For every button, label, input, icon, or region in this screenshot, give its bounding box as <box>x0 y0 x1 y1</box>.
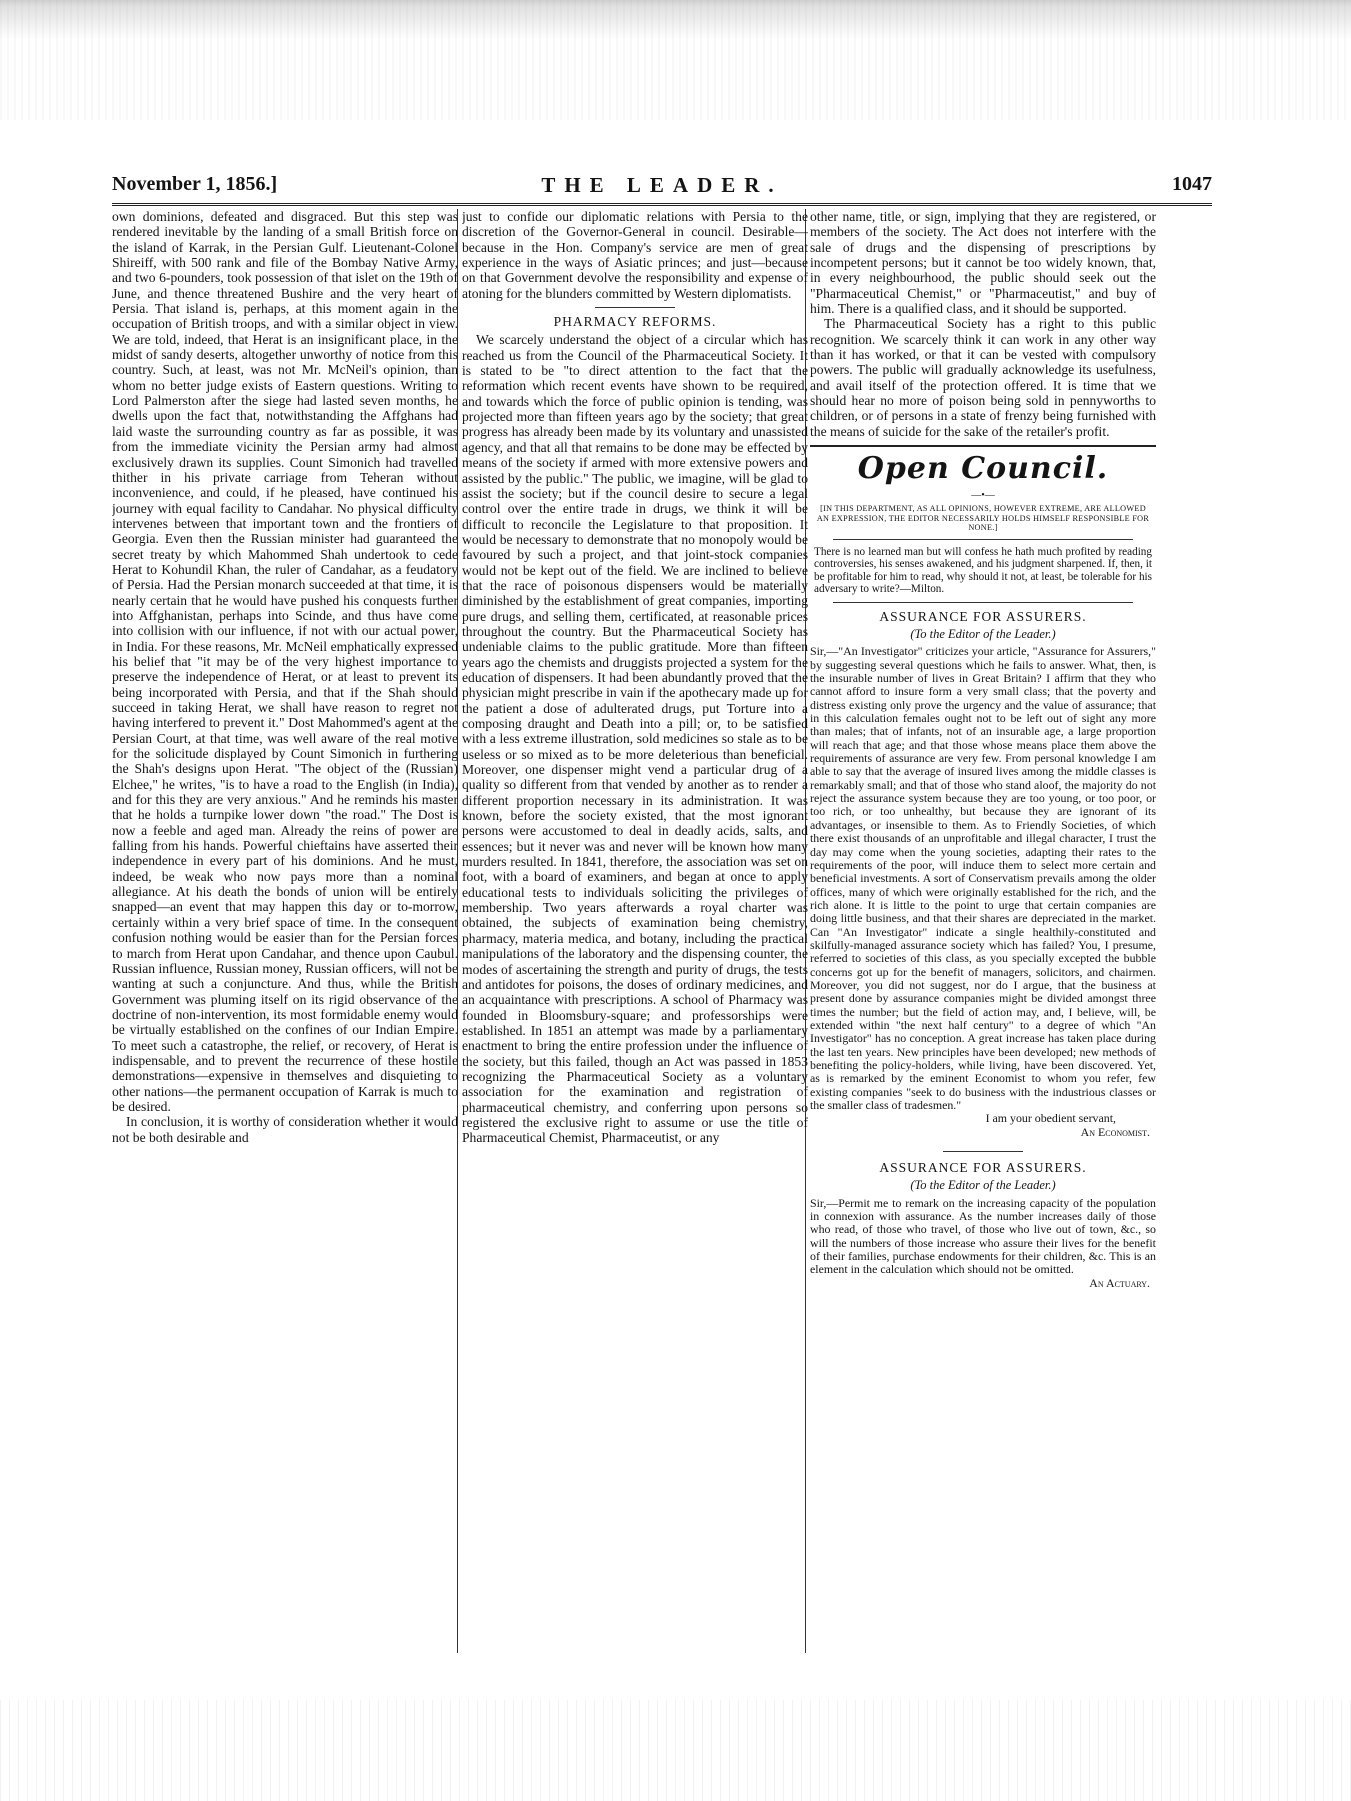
letter-subtitle: (To the Editor of the Leader.) <box>910 627 1056 641</box>
letter-body: Sir,—Permit me to remark on the increasing capacity of the population in connexion with assurance. As the number increases daily of those who read, of those who travel, of those who live out of town, &c., so will the numbers of those increase who assure their lives for the benefit of their families, purchase endowments for their children, &c. This is an element in the calculation which should not be omitted. <box>810 1195 1156 1277</box>
letter-body: Sir,—"An Investigator" criticizes your article, "Assurance for Assurers," by suggesting several questions which he fails to answer. What, then, is the insurable number of lives in Great Britain? I affirm that they who cannot afford to insure form a very small class; that the poverty and distress existing only prove the urgency and the value of assurance; that in this calculation females ought not to be left out of sight any more than males; that of infants, not of an insurable age, a large proportion will reach that age; and that those whose means place them above the requirements of assurance are very few. From personal knowledge I am able to say that the average of insured lives among the middle classes is remarkably small; and that of those who stand aloof, the majority do not reject the assurance system because they are too young, or too poor, or too rich, or too unhealthy, but because they are ignorant of its advantages, or insensible to them. As to Friendly Societies, of which there exist thousands of an unprofitable and illegal character, I trust the day may come when the young societies, adapting their rates to the requirements of the poor, will induce them to select more certain and beneficial investments. A sort of Conservatism prevails among the older offices, many of which were originally established for the rich, and the rich alone. It is little to the point to urge that certain companies are doing little business, and that their shares are depreciated in the market. Can "An Investigator" indicate a single healthily-constituted and skilfully-managed assurance society which has failed? You, I presume, referred to societies of this class, as you specially excepted the bubble concerns got up for the benefit of managers, solicitors, and chairmen. Moreover, you did not suggest, nor do I argue, that the business at present done by assurance companies might be divided amongst three times the number; but the field of action may, and, I believe, will, be extended within "the next half century" to a degree of which "An Investigator" has no conception. A great increase has taken place during the last ten years. New principles have been developed; new methods of benefiting the policy-holders, while living, have been discovered. Yet, as is remarked by the eminent Economist to whom you refer, few existing companies "seek to do business with the industrious classes or the smaller class of tradesmen." <box>810 644 1156 1113</box>
letter-subtitle: (To the Editor of the Leader.) <box>910 1178 1056 1193</box>
paragraph: The Pharmaceutical Society has a right to this public recognition. We scarcely think it can work in any other way than it has worked, or that it can be vested with compulsory powers. The public will gradually acknowledge its usefulness, and avail itself of the protection offered. It is time that we should hear no more of poison being sold in pennyworths to children, or of persons in a state of frenzy being furnished with the means of suicide for the sake of the retailer's profit. <box>810 316 1156 439</box>
header-title: THE LEADER. <box>541 173 783 197</box>
paragraph: just to confide our diplomatic relations with Persia to the discretion of the Governor-General in council. Desirable—because in the Hon. Company's service are men of great experience in the ways of Asiatic princes; and just—because on that Government devolve the responsibility and expense of atoning for the blunders committed by Western diplomatists. <box>462 209 808 301</box>
section-divider <box>810 445 1156 447</box>
milton-quote: There is no learned man but will confess he hath much profited by reading controversies, his senses awakened, and his judgment sharpened. If, then, it be profitable for him to read, why should it not, at least, be tolerable for his adversary to write?—Milton. <box>814 545 1152 596</box>
paragraph: other name, title, or sign, implying that they are registered, or members of the society. The Act does not interfere with the sale of drugs and the dispensing of prescriptions by incompetent persons; but it cannot be too widely known, that, in every neighbourhood, the public should seek out the "Pharmaceutical Chemist," or "Pharmaceutist," and buy of him. There is a qualified class, and it should be supported. <box>810 209 1156 317</box>
section-divider <box>833 602 1133 603</box>
letter-title: ASSURANCE FOR ASSURERS. <box>879 608 1087 624</box>
column-2 <box>462 209 808 1653</box>
paragraph: In conclusion, it is worthy of consideration whether it would not be both desirable and <box>112 1114 458 1145</box>
letter-title: ASSURANCE FOR ASSURERS. <box>879 1160 1087 1176</box>
section-divider <box>833 539 1133 540</box>
section-title: PHARMACY REFORMS. <box>553 314 717 330</box>
letter-signature: An Economist. <box>1080 1124 1150 1139</box>
editor-disclaimer: [IN THIS DEPARTMENT, AS ALL OPINIONS, HOWEVER EXTREME, ARE ALLOWED AN EXPRESSION, THE EDITOR NECESSARILY HOLDS HIMSELF RESPONSIBLE FOR NONE.] <box>816 504 1150 533</box>
section-divider <box>943 1151 1023 1152</box>
letter-closing: I am your obedient servant, <box>985 1111 1116 1126</box>
scan-top-edge <box>0 0 1351 120</box>
letter-signature: An Actuary. <box>1089 1275 1150 1290</box>
open-council-title: Open Council. <box>857 451 1109 487</box>
scan-bottom-edge <box>0 1700 1351 1801</box>
page-header <box>112 173 1212 203</box>
paragraph: own dominions, defeated and disgraced. But this step was rendered inevitable by the landing of a small British force on the island of Karrak, in the Persian Gulf. Lieutenant-Colonel Shireiff, with 500 rank and file of the Bombay Native Army, and two 6-pounders, took possession of that islet on the 19th of June, and thence threatened Bushire and the very heart of Persia. That island is, perhaps, at this moment again in the occupation of British troops, and with a similar object in view. We are told, indeed, that Herat is an insignificant place, in the midst of sandy deserts, altogether unworthy of notice from this country. Such, at least, was not Mr. McNeil's opinion, than whom no better judge exists of Eastern questions. Writing to Lord Palmerston after the siege had lasted seven months, he dwells upon the fact that, notwithstanding the Affghans had laid waste the surrounding country as far as possible, it was from the immediate vicinity the Persian army had almost exclusively drawn its supplies. Count Simonich had travelled thither in his private carriage from Teheran without inconvenience, and could, if he pleased, have continued his journey with equal facility to Candahar. No physical difficulty intervenes between that important town and the frontiers of Georgia. Even then the Russian minister had guaranteed the secret treaty by which Mahommed Shah undertook to cede Herat to Kohundil Khan, the ruler of Candahar, as a feudatory of Persia. Had the Persian monarch succeeded at that time, it is nearly certain that he would have pushed his conquests further into Affghanistan, perhaps into Scinde, and thus have come into collision with our influence, if not with our actual power, in India. For these reasons, Mr. McNeil emphatically expressed his belief that "it may be of the very highest importance to preserve the independence of Herat, or at least to prevent its being incorporated with Persia, and that if the Shah should succeed in taking Herat, we shall have reason to regret not having interfered to prevent it." Dost Mahommed's agent at the Persian Court, at that time, was well aware of the real motive for the solicitude displayed by Count Simonich in furthering the Shah's designs upon Herat. "The object of the (Russian) Elchee," he writes, "is to have a road to the English (in India), and for this they are very anxious." And he reminds his master that he holds a turnpike lower down "the road." The Dost is now a feeble and aged man. Already the reins of power are falling from his hands. Powerful chieftains have asserted their independence in every part of his dominions. And he must, indeed, be weak who now pays more than a nominal allegiance. At his death the bonds of union will be entirely snapped—an event that may happen this day or to-morrow, certainly within a very brief space of time. In the consequent confusion nothing would be easier than for the Persian forces to march from Herat upon Candahar, and thence upon Caubul. Russian influence, Russian money, Russian officers, will not be wanting at such a conjuncture. And thus, while the British Government was pluming itself on its rigid observance of the doctrine of non-intervention, its most formidable enemy would be virtually established on the confines of our Indian Empire. To meet such a catastrophe, the relief, or recovery, of Herat is indispensable, and to prevent the recurrence of these hostile demonstrations—expensive in themselves and disquieting to other nations—the permanent occupation of Karrak is much to be desired. <box>112 209 458 1114</box>
paragraph: We scarcely understand the object of a circular which has reached us from the Council of the Pharmaceutical Society. It is stated to be "to direct attention to the fact that the reformation which recent events have shown to be required, and towards which the force of public opinion is tending, was projected more than fifteen years ago by the society; that great progress has already been made by its voluntary and unassisted agency, and that all that remains to be done may be effected by means of the society if armed with more extensive powers and assisted by the public." The public, we imagine, will be glad to assist the society; but if the council desire to secure a legal control over the entire trade in drugs, we think it will be difficult to reconcile the Legislature to that proposition. It would be necessary to demonstrate that no monopoly would be favoured by such a project, and that joint-stock companies would not be kept out of the field. We are inclined to believe that the race of poisonous dispensers would be materially diminished by the establishment of great companies, importing pure drugs, and selling them, certificated, at reasonable prices throughout the country. But the Pharmaceutical Society has undeniable claims to the public gratitude. More than fifteen years ago the chemists and druggists projected a system for the education of dispensers. It had been abundantly proved that the physician might prescribe in vain if the apothecary made up for the patient a dose of adulterated drugs, put Torture into a composing draught and Death into a pill; or, to be satisfied with a less extreme illustration, sold medicines so stale as to be useless or so mixed as to be more deleterious than beneficial. Moreover, one dispenser might vend a particular drug of a quality so different from that vended by another as to render a different proportion necessary in its administration. It was known, before the society existed, that the most ignorant persons were accustomed to deal in deadly acids, salts, and essences; but it never was and never will be known how many murders resulted. In 1841, therefore, the association was set on foot, with a board of examiners, and began at once to apply educational tests to individuals soliciting the privileges of membership. Two years afterwards a royal charter was obtained, the subjects of examination being chemistry, pharmacy, materia medica, and botany, including the practical manipulations of the laboratory and the dispensing counter, the modes of ascertaining the strength and purity of drugs, the tests and antidotes for poisons, the doses of ordinary medicines, and an acquaintance with prescriptions. A school of Pharmacy was founded in Bloomsbury-square; and professorships were established. In 1851 an attempt was made by a parliamentary enactment to bring the entire profession under the influence of the society, but this failed, though an Act was passed in 1853 recognizing the Pharmaceutical Society as a voluntary association for the examination and registration of pharmaceutical chemistry, and conferring upon persons so registered the exclusive right to assume or use the title of Pharmaceutical Chemist, Pharmaceutist, or any <box>462 332 808 1146</box>
header-page-number: 1047 <box>1172 173 1212 195</box>
column-1 <box>112 209 458 1653</box>
column-3 <box>810 209 1156 1653</box>
header-rule <box>112 203 1212 206</box>
header-date: November 1, 1856.] <box>112 173 278 195</box>
section-divider <box>595 307 675 308</box>
ornament: —•— <box>971 490 995 502</box>
